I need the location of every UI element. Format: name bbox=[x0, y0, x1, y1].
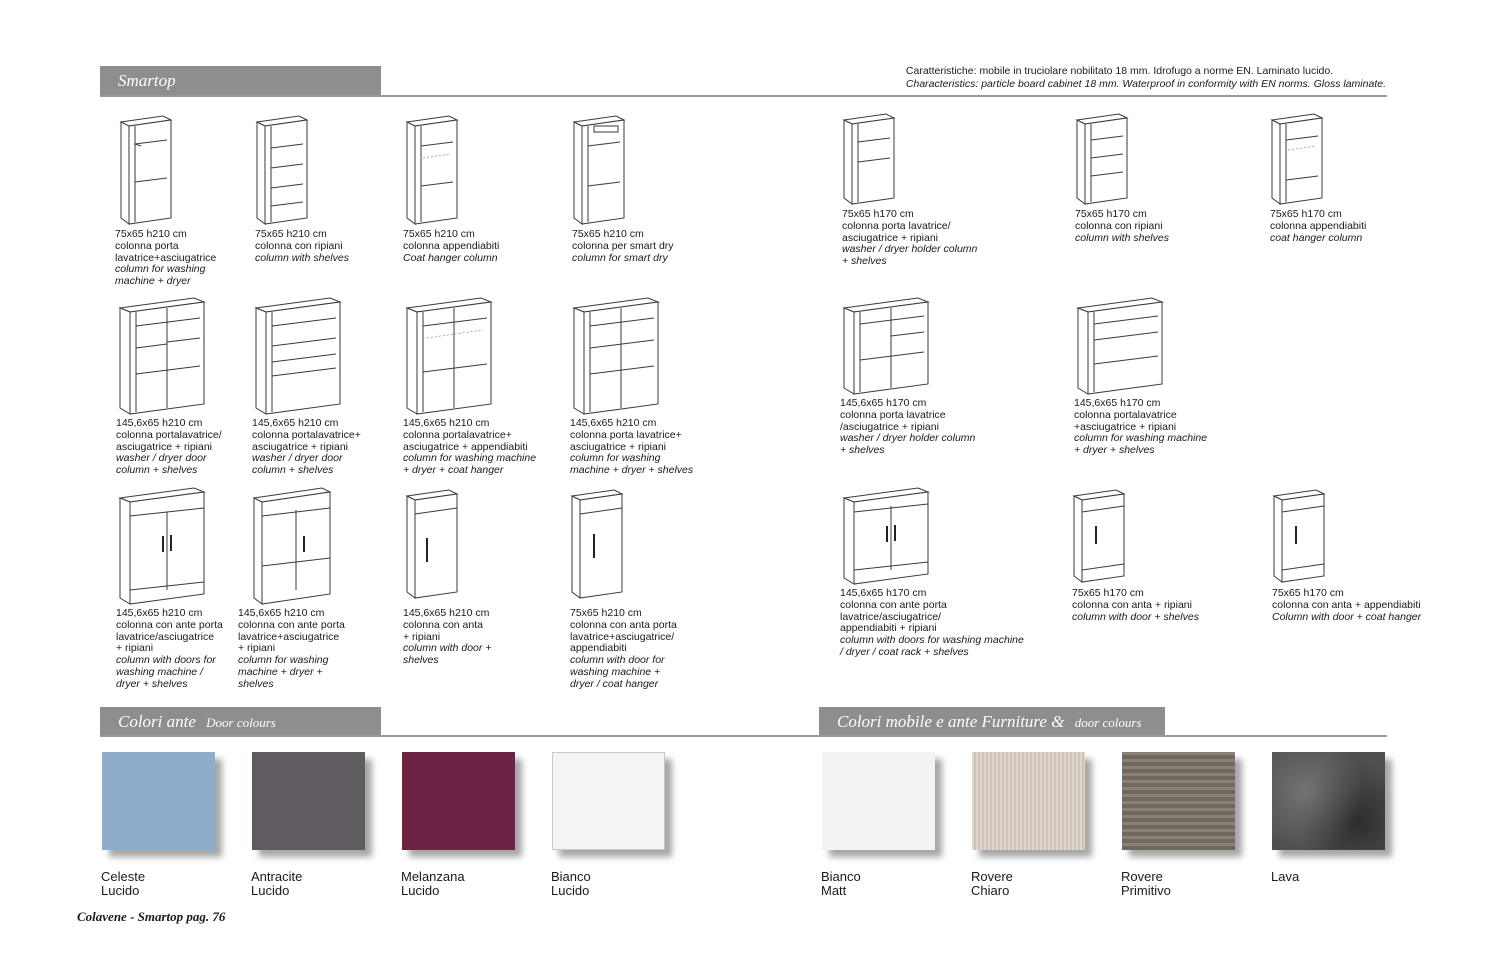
product-dimensions: 75x65 h170 cm bbox=[842, 208, 914, 220]
product-name-it: colonna con ante porta lavatrice/asciugatrice + ripiani bbox=[116, 618, 223, 655]
product-dimensions: 145,6x65 h210 cm bbox=[403, 607, 490, 619]
product-dimensions: 145,6x65 h210 cm bbox=[403, 417, 490, 429]
product-card[interactable] bbox=[1072, 486, 1199, 623]
product-name-it: colonna appendiabiti bbox=[1270, 219, 1367, 232]
section-title-furniture-colours bbox=[819, 707, 1165, 736]
colours-divider bbox=[100, 735, 1387, 737]
product-card[interactable] bbox=[238, 486, 345, 691]
product-name-it: colonna con ante porta lavatrice+asciugatrice + ripiani bbox=[238, 618, 345, 655]
swatch-rovere-chiaro[interactable] bbox=[972, 752, 1085, 850]
product-name-en: washer / dryer door column + shelves bbox=[252, 452, 343, 477]
product-card[interactable] bbox=[1075, 110, 1169, 244]
swatch-melanzana[interactable] bbox=[402, 752, 515, 850]
product-card[interactable] bbox=[403, 112, 499, 264]
product-name-it: colonna porta lavatrice/ asciugatrice + ripiani bbox=[842, 219, 951, 244]
cabinet-illustration bbox=[252, 296, 347, 416]
product-dimensions: 145,6x65 h210 cm bbox=[238, 607, 325, 619]
product-name-it: colonna portalavatrice+ asciugatrice + appendiabiti bbox=[403, 428, 528, 453]
product-name-en: column for smart dry bbox=[572, 251, 668, 264]
product-card[interactable] bbox=[570, 486, 677, 691]
product-name-it: colonna con ante porta lavatrice/asciugatrice/ appendiabiti + ripiani bbox=[840, 598, 947, 635]
swatch-rovere-primitivo[interactable] bbox=[1122, 752, 1235, 850]
cabinet-illustration bbox=[842, 110, 902, 207]
characteristics-en: Characteristics: particle board cabinet 18 mm. Waterproof in conformity with EN norms. Gloss laminate. bbox=[905, 78, 1386, 90]
product-name-it: colonna appendiabiti bbox=[403, 239, 500, 252]
product-name-it: colonna con ripiani bbox=[1075, 219, 1163, 232]
cabinet-illustration bbox=[115, 112, 175, 227]
product-name-en: coat hanger column bbox=[1270, 231, 1363, 244]
product-name-it: colonna porta lavatrice+asciugatrice bbox=[115, 239, 217, 264]
swatch-label: Antracite Lucido bbox=[251, 869, 303, 898]
product-name-en: Coat hanger column bbox=[403, 251, 498, 264]
door-colours-title: Colori ante bbox=[118, 712, 196, 731]
cabinet-illustration bbox=[403, 296, 498, 416]
cabinet-illustration bbox=[840, 486, 935, 586]
product-name-en: Column with door + coat hanger bbox=[1272, 610, 1422, 623]
product-dimensions: 75x65 h210 cm bbox=[255, 228, 327, 240]
product-name-it: colonna con anta porta lavatrice+asciugatrice/ appendiabiti bbox=[570, 618, 677, 655]
product-dimensions: 75x65 h210 cm bbox=[403, 228, 475, 240]
product-name-en: column for washing machine + dryer + coat hanger bbox=[403, 452, 537, 477]
cabinet-illustration bbox=[1074, 296, 1169, 396]
furniture-colours-title: Colori mobile e ante Furniture & bbox=[837, 712, 1065, 731]
swatch-label: Celeste Lucido bbox=[101, 869, 146, 898]
product-name-it: colonna per smart dry bbox=[572, 239, 674, 252]
product-name-en: column with shelves bbox=[255, 251, 349, 264]
product-name-it: colonna portalavatrice/ asciugatrice + ripiani bbox=[116, 428, 222, 453]
product-card[interactable] bbox=[116, 486, 223, 691]
characteristics-it: Caratteristiche: mobile in truciolare nobilitato 18 mm. Idrofugo a norme EN. Laminato lucido. bbox=[905, 65, 1334, 77]
product-dimensions: 145,6x65 h170 cm bbox=[840, 587, 927, 599]
section-title-door-colours bbox=[100, 707, 381, 736]
product-card[interactable] bbox=[1270, 110, 1366, 244]
product-card[interactable] bbox=[1272, 486, 1421, 623]
product-name-en: column for washing machine + dryer + shelves bbox=[570, 452, 694, 477]
cabinet-illustration bbox=[403, 112, 463, 227]
product-name-it: colonna porta lavatrice /asciugatrice + ripiani bbox=[840, 408, 946, 433]
cabinet-illustration bbox=[1272, 486, 1332, 586]
product-card[interactable] bbox=[1074, 296, 1207, 457]
product-name-en: washer / dryer holder column + shelves bbox=[842, 243, 978, 268]
product-name-en: column for washing machine + dryer bbox=[115, 263, 206, 288]
swatch-lava[interactable] bbox=[1272, 752, 1385, 850]
cabinet-illustration bbox=[255, 112, 315, 227]
product-dimensions: 75x65 h210 cm bbox=[115, 228, 187, 240]
product-card[interactable] bbox=[403, 296, 536, 477]
product-dimensions: 75x65 h210 cm bbox=[572, 228, 644, 240]
product-dimensions: 145,6x65 h210 cm bbox=[116, 607, 203, 619]
product-name-en: column with shelves bbox=[1075, 231, 1169, 244]
product-dimensions: 145,6x65 h210 cm bbox=[570, 417, 657, 429]
product-name-it: colonna con anta + appendiabiti bbox=[1272, 598, 1421, 611]
page-footer: Colavene - Smartop pag. 76 bbox=[77, 909, 226, 924]
swatch-label: Bianco Matt bbox=[821, 869, 861, 898]
product-name-it: colonna con ripiani bbox=[255, 239, 343, 252]
product-dimensions: 75x65 h170 cm bbox=[1270, 208, 1342, 220]
header-divider bbox=[100, 95, 1387, 97]
section-title-smartop: Smartop bbox=[100, 66, 381, 95]
cabinet-illustration bbox=[1270, 110, 1330, 207]
cabinet-illustration bbox=[570, 296, 665, 416]
product-card[interactable] bbox=[116, 296, 222, 477]
product-dimensions: 145,6x65 h210 cm bbox=[252, 417, 339, 429]
swatch-label: Melanzana Lucido bbox=[401, 869, 465, 898]
swatch-label: Rovere Chiaro bbox=[971, 869, 1013, 898]
product-card[interactable] bbox=[570, 296, 693, 477]
cabinet-illustration bbox=[840, 296, 935, 396]
swatch-label: Rovere Primitivo bbox=[1121, 869, 1171, 898]
swatch-celeste[interactable] bbox=[102, 752, 215, 850]
product-name-en: column with doors for washing machine / dryer + shelves bbox=[116, 654, 216, 690]
product-card[interactable] bbox=[842, 110, 977, 268]
cabinet-illustration bbox=[238, 486, 333, 606]
product-name-en: column for washing machine + dryer + shelves bbox=[1074, 432, 1208, 457]
swatch-label: Lava bbox=[1271, 869, 1300, 884]
product-dimensions: 75x65 h170 cm bbox=[1272, 587, 1344, 599]
product-card[interactable] bbox=[840, 296, 975, 457]
swatch-bianco-lucido[interactable] bbox=[552, 752, 665, 850]
swatch-label: Bianco Lucido bbox=[551, 869, 591, 898]
product-name-en: column for washing machine + dryer + shelves bbox=[238, 654, 329, 690]
cabinet-illustration bbox=[572, 112, 632, 227]
product-name-en: column with door + shelves bbox=[1072, 610, 1199, 623]
cabinet-illustration bbox=[1075, 110, 1135, 207]
product-name-en: column with door + shelves bbox=[403, 642, 492, 667]
product-dimensions: 75x65 h170 cm bbox=[1075, 208, 1147, 220]
product-card[interactable] bbox=[252, 296, 361, 477]
cabinet-illustration bbox=[116, 296, 211, 416]
product-dimensions: 145,6x65 h210 cm bbox=[116, 417, 203, 429]
door-colours-subtitle: Door colours bbox=[206, 715, 276, 730]
product-card[interactable] bbox=[255, 112, 349, 264]
product-name-en: column with doors for washing machine / dryer / coat rack + shelves bbox=[840, 634, 1024, 658]
product-name-it: colonna portalavatrice+ asciugatrice + ripiani bbox=[252, 428, 361, 453]
characteristics bbox=[906, 65, 1386, 91]
cabinet-illustration bbox=[116, 486, 211, 606]
product-name-en: column with door for washing machine + dryer / coat hanger bbox=[570, 654, 665, 690]
product-name-it: colonna con anta + ripiani bbox=[1072, 598, 1192, 611]
product-card[interactable] bbox=[840, 486, 1024, 659]
swatch-bianco-matt[interactable] bbox=[822, 752, 935, 850]
product-dimensions: 145,6x65 h170 cm bbox=[1074, 397, 1161, 409]
cabinet-illustration bbox=[1072, 486, 1132, 586]
product-dimensions: 75x65 h170 cm bbox=[1072, 587, 1144, 599]
product-name-it: colonna portalavatrice +asciugatrice + ripiani bbox=[1074, 408, 1177, 433]
swatch-antracite[interactable] bbox=[252, 752, 365, 850]
product-name-en: washer / dryer door column + shelves bbox=[116, 452, 207, 477]
product-name-it: colonna con anta + ripiani bbox=[403, 618, 483, 643]
product-name-en: washer / dryer holder column + shelves bbox=[840, 432, 976, 457]
product-card[interactable] bbox=[572, 112, 674, 264]
product-name-it: colonna porta lavatrice+ asciugatrice + ripiani bbox=[570, 428, 682, 453]
product-dimensions: 75x65 h210 cm bbox=[570, 607, 642, 619]
product-card[interactable] bbox=[115, 112, 216, 288]
cabinet-illustration bbox=[403, 486, 463, 606]
furniture-colours-subtitle: door colours bbox=[1074, 715, 1142, 730]
product-card[interactable] bbox=[403, 486, 491, 667]
product-dimensions: 145,6x65 h170 cm bbox=[840, 397, 927, 409]
cabinet-illustration bbox=[570, 486, 630, 606]
